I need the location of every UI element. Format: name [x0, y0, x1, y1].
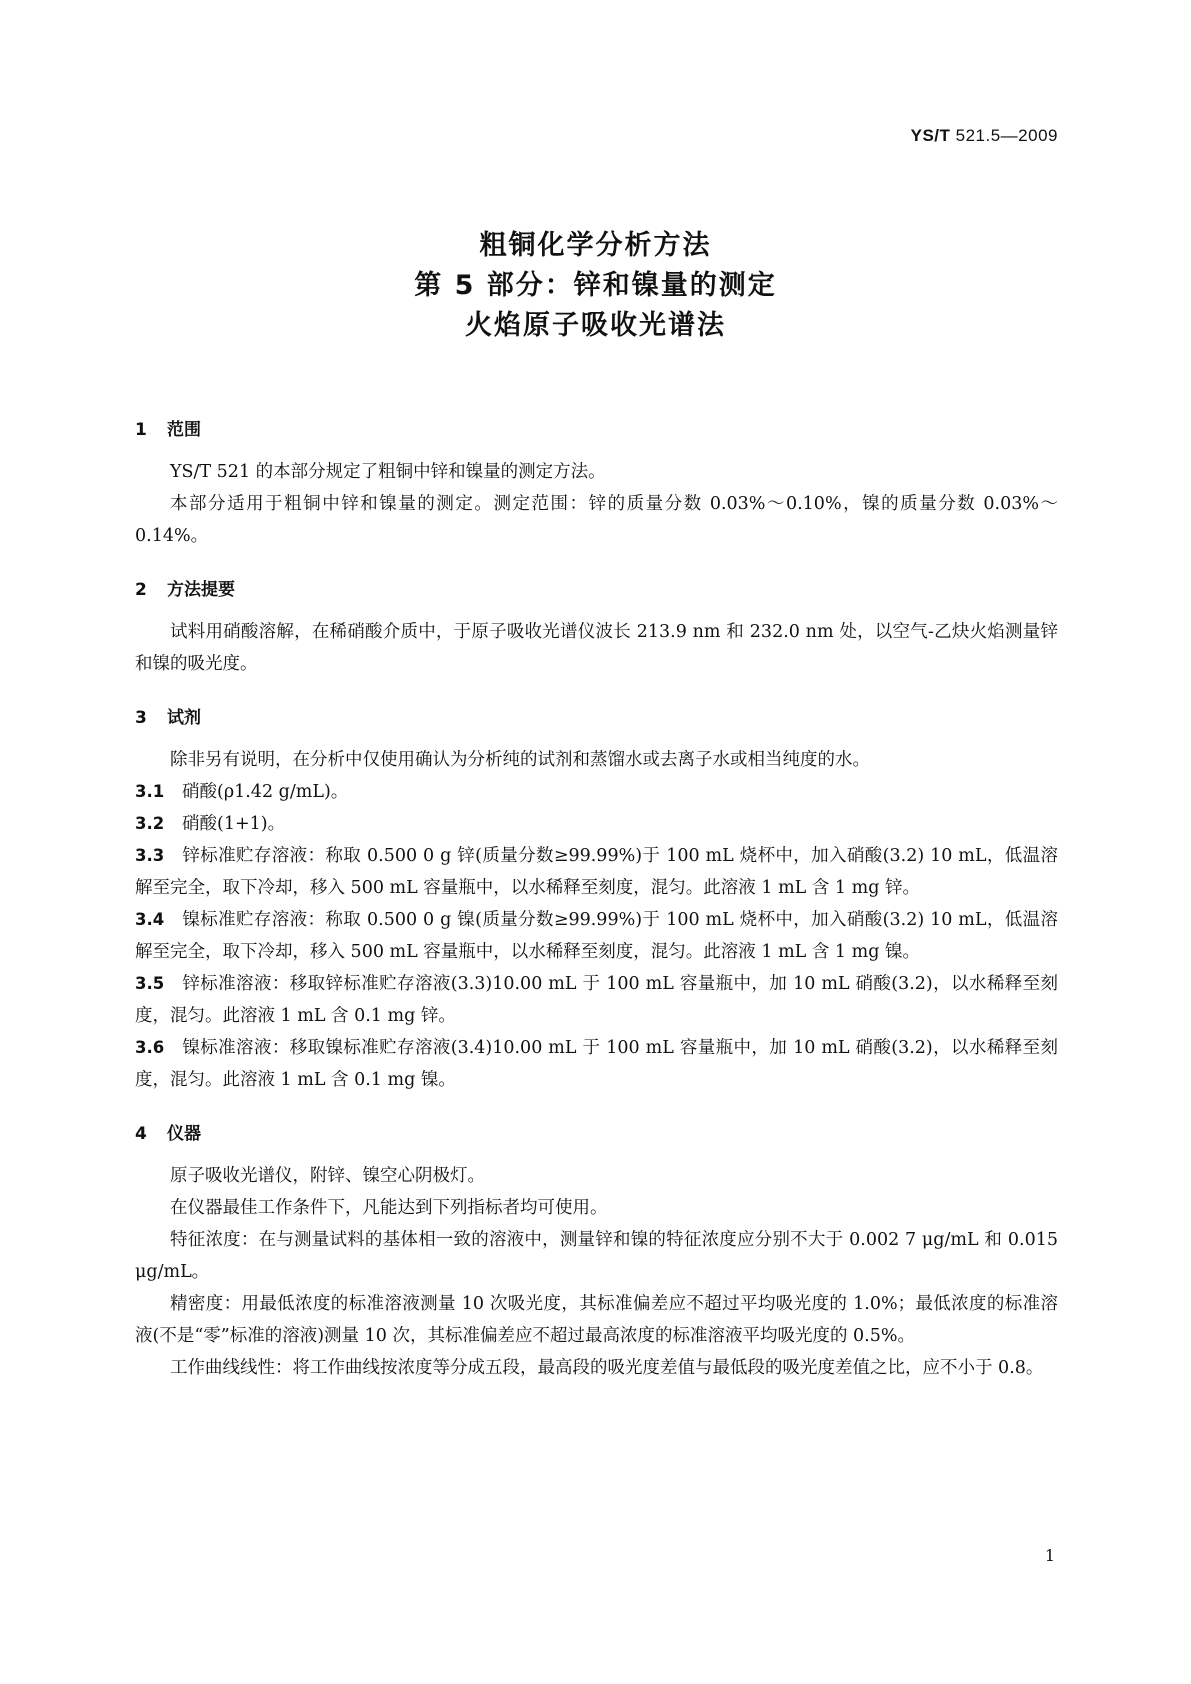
paragraph: 试料用硝酸溶解，在稀硝酸介质中，于原子吸收光谱仪波长 213.9 nm 和 232.0 nm 处，以空气-乙炔火焰测量锌和镍的吸光度。 [135, 622, 1058, 674]
section-heading [135, 414, 1058, 446]
section-title: 试剂 [167, 708, 201, 728]
paragraph: 除非另有说明，在分析中仅使用确认为分析纯的试剂和蒸馏水或去离子水或相当纯度的水。 [170, 750, 870, 770]
section-principle [135, 574, 1058, 680]
list-item [135, 968, 1058, 1032]
item-number: 3.2 [135, 814, 165, 833]
item-number: 3.4 [135, 910, 165, 929]
list-item [135, 776, 1058, 808]
paragraph: 工作曲线线性：将工作曲线按浓度等分成五段，最高段的吸光度差值与最低段的吸光度差值之比，应不小于 0.8。 [170, 1358, 1044, 1378]
standard-code-number: 521.5—2009 [950, 126, 1058, 145]
standard-code: YS/T [910, 126, 951, 145]
section-number: 2 [135, 580, 147, 600]
paragraph: 本部分适用于粗铜中锌和镍量的测定。测定范围：锌的质量分数 0.03%～0.10%，镍的质量分数 0.03%～0.14%。 [135, 494, 1058, 546]
section-number: 4 [135, 1124, 147, 1144]
title-line-2: 第 5 部分：锌和镍量的测定 [414, 270, 777, 301]
document-title [0, 226, 1191, 346]
section-apparatus [135, 1118, 1058, 1384]
title-line-1: 粗铜化学分析方法 [479, 230, 712, 261]
list-item [135, 904, 1058, 968]
item-number: 3.5 [135, 974, 165, 993]
paragraph: 原子吸收光谱仪，附锌、镍空心阴极灯。 [170, 1166, 485, 1186]
title-line-3: 火焰原子吸收光谱法 [465, 310, 726, 341]
section-title: 仪器 [167, 1124, 201, 1144]
document-body [135, 414, 1058, 1384]
paragraph: YS/T 521 的本部分规定了粗铜中锌和镍量的测定方法。 [170, 462, 606, 482]
item-number: 3.1 [135, 782, 165, 801]
item-text: 锌标准贮存溶液：称取 0.500 0 g 锌(质量分数≥99.99%)于 100 mL 烧杯中，加入硝酸(3.2) 10 mL，低温溶解至完全，取下冷却，移入 500 mL 容量瓶中，以水稀释至刻度，混匀。此溶液 1 mL 含 1 mg 锌。 [135, 846, 1058, 898]
standard-number [911, 126, 1058, 146]
list-item [135, 808, 1058, 840]
item-number: 3.3 [135, 846, 165, 865]
section-reagents [135, 702, 1058, 1096]
list-item [135, 1032, 1058, 1096]
section-number: 1 [135, 420, 147, 440]
section-scope [135, 414, 1058, 552]
paragraph: 在仪器最佳工作条件下，凡能达到下列指标者均可使用。 [170, 1198, 608, 1218]
item-number: 3.6 [135, 1038, 165, 1057]
section-heading [135, 1118, 1058, 1150]
item-text: 锌标准溶液：移取锌标准贮存溶液(3.3)10.00 mL 于 100 mL 容量瓶中，加 10 mL 硝酸(3.2)，以水稀释至刻度，混匀。此溶液 1 mL 含 0.1 mg 锌。 [135, 974, 1058, 1026]
section-number: 3 [135, 708, 147, 728]
item-text: 硝酸(ρ1.42 g/mL)。 [182, 782, 349, 802]
section-title: 范围 [167, 420, 201, 440]
page-number: 1 [1044, 1546, 1055, 1565]
paragraph: 精密度：用最低浓度的标准溶液测量 10 次吸光度，其标准偏差应不超过平均吸光度的 1.0%；最低浓度的标准溶液(不是“零”标准的溶液)测量 10 次，其标准偏差应不超过最高浓度的标准溶液平均吸光度的 0.5%。 [135, 1294, 1058, 1346]
item-text: 镍标准溶液：移取镍标准贮存溶液(3.4)10.00 mL 于 100 mL 容量瓶中，加 10 mL 硝酸(3.2)，以水稀释至刻度，混匀。此溶液 1 mL 含 0.1 mg 镍。 [135, 1038, 1058, 1090]
section-heading [135, 702, 1058, 734]
item-text: 镍标准贮存溶液：称取 0.500 0 g 镍(质量分数≥99.99%)于 100 mL 烧杯中，加入硝酸(3.2) 10 mL，低温溶解至完全，取下冷却，移入 500 mL 容量瓶中，以水稀释至刻度，混匀。此溶液 1 mL 含 1 mg 镍。 [135, 910, 1058, 962]
list-item [135, 840, 1058, 904]
paragraph: 特征浓度：在与测量试料的基体相一致的溶液中，测量锌和镍的特征浓度应分别不大于 0.002 7 μg/mL 和 0.015 μg/mL。 [135, 1230, 1058, 1282]
section-heading [135, 574, 1058, 606]
section-title: 方法提要 [167, 580, 235, 600]
item-text: 硝酸(1+1)。 [182, 814, 286, 834]
